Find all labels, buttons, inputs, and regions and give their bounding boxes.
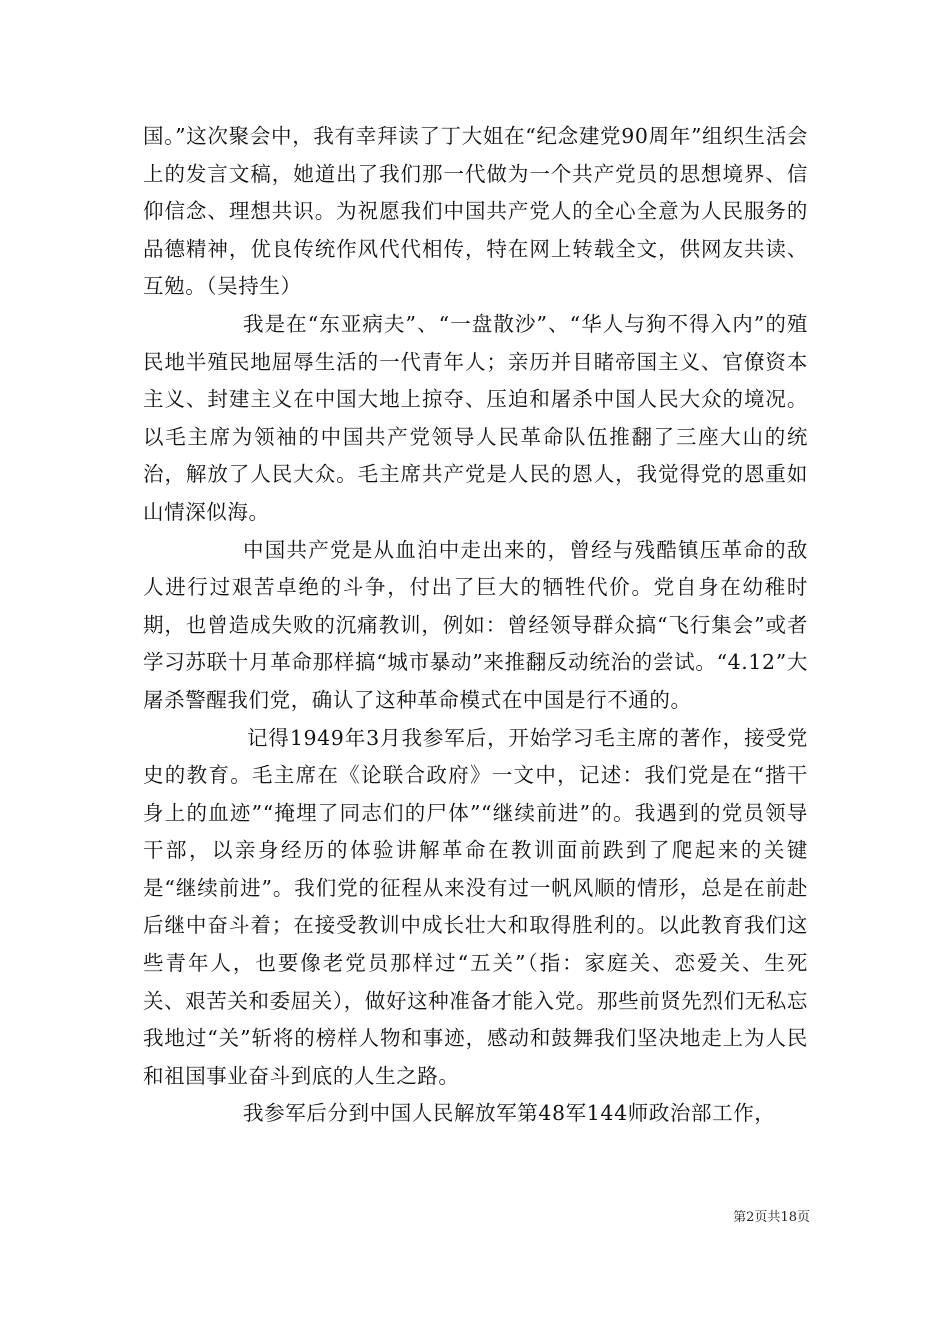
paragraph-4: 记得1949年3月我参军后，开始学习毛主席的著作，接受党史的教育。毛主席在《论联合政府》一文中，记述：我们党是在“揩干身上的血迹”“掩埋了同志们的尸体”“继续前进”的。我遇到的党员领导干部，以亲身经历的体验讲解革命在教训面前跌到了爬起来的关键是“继续前进”。我们党的征程从来没有过一帆风顺的情形，总是在前赴后继中奋斗着；在接受教训中成长壮大和取得胜利的。以此教育我们这些青年人，也要像老党员那样过“五关”（指：家庭关、恋爱关、生死关、艰苦关和委屈关），做好这种准备才能入党。那些前贤先烈们无私忘我地过“关”斩将的榜样人物和事迹，感动和鼓舞我们坚决地走上为人民和祖国事业奋斗到底的人生之路。 — [143, 725, 808, 1088]
paragraph-3: 中国共产党是从血泊中走出来的，曾经与残酷镇压革命的敌人进行过艰苦卓绝的斗争，付出了巨大的牺牲代价。党自身在幼稚时期，也曾造成失败的沉痛教训，例如：曾经领导群众搞“飞行集会”或者学习苏联十月革命那样搞“城市暴动”来推翻反动统治的尝试。“4.12”大屠杀警醒我们党，确认了这种革命模式在中国是行不通的。 — [143, 537, 808, 712]
paragraph-1: 国。”这次聚会中，我有幸拜读了丁大姐在“纪念建党90周年”组织生活会上的发言文稿，她道出了我们那一代做为一个共产党员的思想境界、信仰信念、理想共识。为祝愿我们中国共产党人的全心全意为人民服务的品德精神，优良传统作风代代相传，特在网上转载全文，供网友共读、互勉。（吴持生） — [143, 124, 808, 299]
paragraph-2: 我是在“东亚病夫”、“一盘散沙”、“华人与狗不得入内”的殖民地半殖民地屈辱生活的一代青年人；亲历并目睹帝国主义、官僚资本主义、封建主义在中国大地上掠夺、压迫和屠杀中国人民大众的境况。以毛主席为领袖的中国共产党领导人民革命队伍推翻了三座大山的统治，解放了人民大众。毛主席共产党是人民的恩人，我觉得党的恩重如山情深似海。 — [143, 311, 808, 524]
page-number-footer: 第2页共18页 — [733, 1210, 810, 1225]
document-body — [143, 118, 808, 1133]
paragraph-5: 我参军后分到中国人民解放军第48军144师政治部工作， — [243, 1101, 776, 1126]
